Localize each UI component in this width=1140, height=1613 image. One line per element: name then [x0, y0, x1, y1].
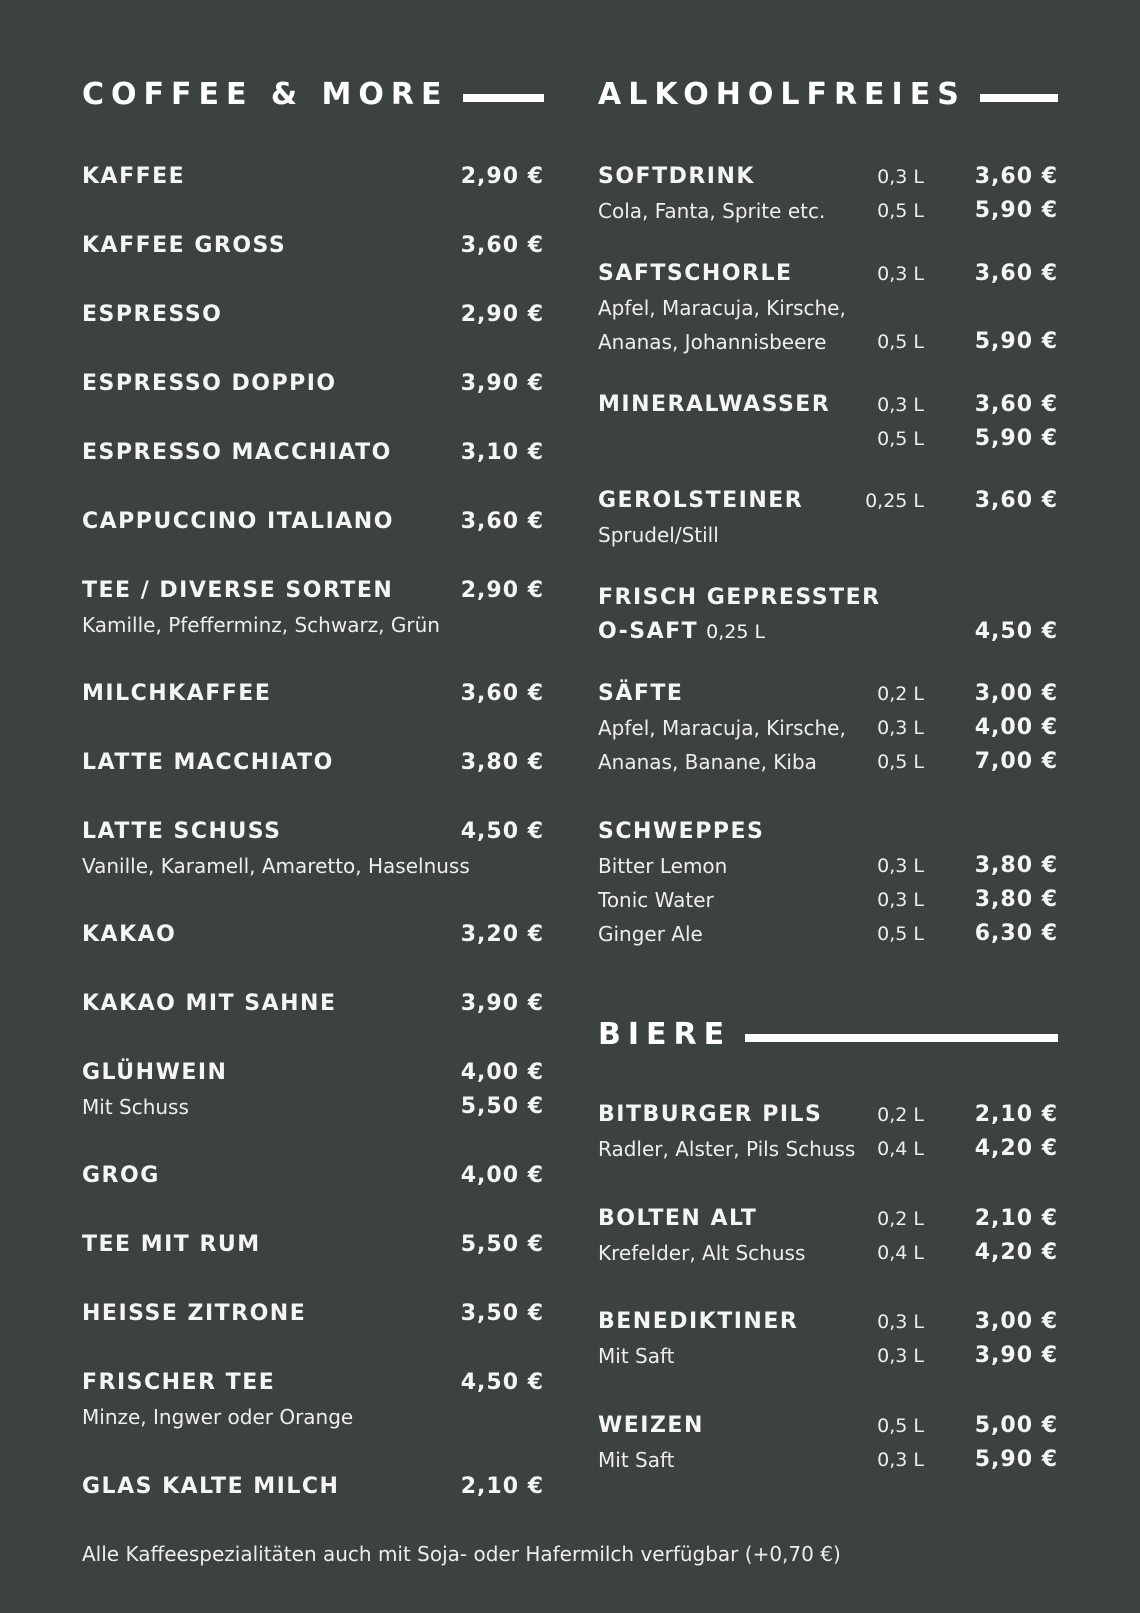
item-name: GLAS KALTE MILCH	[82, 1474, 340, 1499]
item-name: SÄFTE	[598, 681, 684, 706]
item-name: HEISSE ZITRONE	[82, 1301, 307, 1326]
menu-item-bitburger-pils	[598, 1098, 1058, 1166]
item-quantity: 0,5 L	[877, 923, 924, 945]
menu-item-kaffee	[82, 160, 544, 194]
item-price: 4,50 €	[460, 819, 544, 844]
biere-title-rule	[745, 1034, 1058, 1042]
item-price: 3,80 €	[974, 887, 1058, 912]
item-quantity: 0,3 L	[877, 166, 924, 188]
item-quantity: 0,3 L	[877, 394, 924, 416]
biere-section-title: BIERE	[598, 1016, 732, 1052]
coffee-title-rule	[463, 94, 545, 102]
item-description: Minze, Ingwer oder Orange	[82, 1405, 354, 1429]
menu-item-latte-macchiato	[82, 746, 544, 780]
menu-item-espresso-macchiato	[82, 436, 544, 470]
item-price: 3,60 €	[974, 392, 1058, 417]
menu-item-latte-schuss	[82, 815, 544, 883]
item-name: LATTE MACCHIATO	[82, 750, 334, 775]
item-price: 3,10 €	[460, 440, 544, 465]
item-price: 4,00 €	[460, 1060, 544, 1085]
item-name: KAFFEE	[82, 164, 186, 189]
item-name: GROG	[82, 1163, 160, 1188]
item-price: 5,90 €	[974, 426, 1058, 451]
alkoholfreies-title-rule	[980, 94, 1058, 102]
menu-item-schweppes	[598, 815, 1058, 951]
item-price: 5,90 €	[974, 329, 1058, 354]
item-description: Apfel, Maracuja, Kirsche,	[598, 716, 846, 740]
item-price: 2,10 €	[974, 1102, 1058, 1127]
item-price: 3,60 €	[974, 261, 1058, 286]
menu-item-tee-mit-rum	[82, 1228, 544, 1262]
biere-section-header	[598, 1014, 1058, 1054]
item-name: TEE / DIVERSE SORTEN	[82, 578, 394, 603]
item-price-secondary: 5,50 €	[460, 1094, 544, 1119]
menu-item-tee-diverse-sorten	[82, 574, 544, 642]
alkoholfreies-section-title: ALKOHOLFREIES	[598, 76, 966, 112]
item-name: LATTE SCHUSS	[82, 819, 282, 844]
item-quantity: 0,3 L	[877, 1449, 924, 1471]
coffee-section-title: COFFEE & MORE	[82, 76, 449, 112]
item-name-line2	[598, 615, 765, 649]
item-quantity: 0,4 L	[877, 1138, 924, 1160]
item-name: ESPRESSO MACCHIATO	[82, 440, 392, 465]
item-quantity: 0,3 L	[877, 717, 924, 739]
item-description: Ananas, Johannisbeere	[598, 330, 827, 354]
item-price: 3,60 €	[460, 509, 544, 534]
item-price: 5,50 €	[460, 1232, 544, 1257]
item-price: 2,90 €	[460, 302, 544, 327]
item-price: 2,10 €	[460, 1474, 544, 1499]
alkoholfreies-section-header	[598, 74, 1058, 114]
item-description: Vanille, Karamell, Amaretto, Haselnuss	[82, 854, 470, 878]
item-description: Mit Schuss	[82, 1095, 189, 1119]
item-price: 2,10 €	[974, 1206, 1058, 1231]
item-name: CAPPUCCINO ITALIANO	[82, 509, 394, 534]
item-name: MINERALWASSER	[598, 392, 831, 417]
item-price: 3,60 €	[460, 681, 544, 706]
item-quantity: 0,2 L	[877, 683, 924, 705]
item-price: 3,60 €	[974, 164, 1058, 189]
item-description: Radler, Alster, Pils Schuss	[598, 1137, 856, 1161]
item-description: Bitter Lemon	[598, 854, 728, 878]
item-price: 3,20 €	[460, 922, 544, 947]
item-name: FRISCHER TEE	[82, 1370, 276, 1395]
item-quantity: 0,5 L	[877, 751, 924, 773]
item-name: KAKAO MIT SAHNE	[82, 991, 337, 1016]
menu-item-saftschorle	[598, 257, 1058, 359]
item-quantity: 0,2 L	[877, 1104, 924, 1126]
item-quantity: 0,5 L	[877, 1415, 924, 1437]
item-quantity: 0,3 L	[877, 889, 924, 911]
menu-item-saefte	[598, 677, 1058, 779]
menu-item-gluehwein	[82, 1056, 544, 1124]
item-name: KAFFEE GROSS	[82, 233, 287, 258]
menu-item-espresso-doppio	[82, 367, 544, 401]
item-name: GEROLSTEINER	[598, 488, 804, 513]
item-price: 4,00 €	[460, 1163, 544, 1188]
item-quantity: 0,5 L	[877, 428, 924, 450]
menu-item-glas-kalte-milch	[82, 1470, 544, 1504]
menu-item-kakao-mit-sahne	[82, 987, 544, 1021]
item-quantity: 0,4 L	[877, 1242, 924, 1264]
menu-item-frischer-tee	[82, 1366, 544, 1434]
item-quantity: 0,25 L	[706, 621, 766, 643]
menu-item-kaffee-gross	[82, 229, 544, 263]
item-name: SAFTSCHORLE	[598, 261, 793, 286]
item-description: Ginger Ale	[598, 922, 703, 946]
item-name: BITBURGER PILS	[598, 1102, 823, 1127]
item-quantity: 0,3 L	[877, 1345, 924, 1367]
menu-item-bolten-alt	[598, 1202, 1058, 1270]
item-name: MILCHKAFFEE	[82, 681, 272, 706]
menu-item-espresso	[82, 298, 544, 332]
item-name: BOLTEN ALT	[598, 1206, 758, 1231]
item-name: FRISCH GEPRESSTER	[598, 585, 881, 610]
footnote: Alle Kaffeespezialitäten auch mit Soja- oder Hafermilch verfügbar (+0,70 €)	[82, 1542, 841, 1566]
item-description: Kamille, Pfefferminz, Schwarz, Grün	[82, 613, 440, 637]
item-quantity: 0,2 L	[877, 1208, 924, 1230]
item-price: 3,90 €	[974, 1343, 1058, 1368]
item-price: 3,80 €	[974, 853, 1058, 878]
item-price: 4,50 €	[974, 619, 1058, 644]
coffee-section-header	[82, 74, 544, 114]
item-price: 7,00 €	[974, 749, 1058, 774]
item-price: 3,90 €	[460, 371, 544, 396]
item-quantity: 0,5 L	[877, 331, 924, 353]
menu-item-heisse-zitrone	[82, 1297, 544, 1331]
item-price: 3,90 €	[460, 991, 544, 1016]
menu-item-o-saft	[598, 581, 1058, 649]
item-price: 2,90 €	[460, 164, 544, 189]
item-description: Apfel, Maracuja, Kirsche,	[598, 296, 846, 320]
item-quantity: 0,5 L	[877, 200, 924, 222]
menu-item-gerolsteiner	[598, 484, 1058, 552]
menu-item-kakao	[82, 918, 544, 952]
item-description: Sprudel/Still	[598, 523, 719, 547]
item-price: 5,90 €	[974, 1447, 1058, 1472]
menu-item-cappuccino-italiano	[82, 505, 544, 539]
item-price: 6,30 €	[974, 921, 1058, 946]
item-price: 5,00 €	[974, 1413, 1058, 1438]
item-quantity: 0,3 L	[877, 855, 924, 877]
item-description: Mit Saft	[598, 1344, 675, 1368]
item-price: 3,80 €	[460, 750, 544, 775]
item-name: TEE MIT RUM	[82, 1232, 261, 1257]
item-description: Mit Saft	[598, 1448, 675, 1472]
item-description: Cola, Fanta, Sprite etc.	[598, 199, 826, 223]
item-name: SOFTDRINK	[598, 164, 755, 189]
menu-item-milchkaffee	[82, 677, 544, 711]
item-price: 3,00 €	[974, 681, 1058, 706]
menu-item-benediktiner	[598, 1305, 1058, 1373]
item-price: 4,20 €	[974, 1136, 1058, 1161]
item-name: SCHWEPPES	[598, 819, 765, 844]
item-price: 4,50 €	[460, 1370, 544, 1395]
item-quantity: 0,3 L	[877, 263, 924, 285]
item-price: 3,50 €	[460, 1301, 544, 1326]
item-name: ESPRESSO DOPPIO	[82, 371, 337, 396]
item-description: Tonic Water	[598, 888, 714, 912]
item-quantity: 0,3 L	[877, 1311, 924, 1333]
item-name: BENEDIKTINER	[598, 1309, 799, 1334]
menu-item-grog	[82, 1159, 544, 1193]
item-name: ESPRESSO	[82, 302, 223, 327]
item-price: 3,60 €	[974, 488, 1058, 513]
item-description: Ananas, Banane, Kiba	[598, 750, 817, 774]
item-name: KAKAO	[82, 922, 177, 947]
menu-item-mineralwasser	[598, 388, 1058, 456]
item-price: 4,00 €	[974, 715, 1058, 740]
item-price: 5,90 €	[974, 198, 1058, 223]
item-price: 4,20 €	[974, 1240, 1058, 1265]
item-quantity: 0,25 L	[865, 490, 924, 512]
item-price: 3,00 €	[974, 1309, 1058, 1334]
item-price: 3,60 €	[460, 233, 544, 258]
item-name: GLÜHWEIN	[82, 1060, 228, 1085]
item-price: 2,90 €	[460, 578, 544, 603]
item-name-osaft: O-SAFT	[598, 619, 699, 644]
item-name: WEIZEN	[598, 1413, 704, 1438]
menu-item-weizen	[598, 1409, 1058, 1477]
menu-item-softdrink	[598, 160, 1058, 228]
item-description: Krefelder, Alt Schuss	[598, 1241, 806, 1265]
